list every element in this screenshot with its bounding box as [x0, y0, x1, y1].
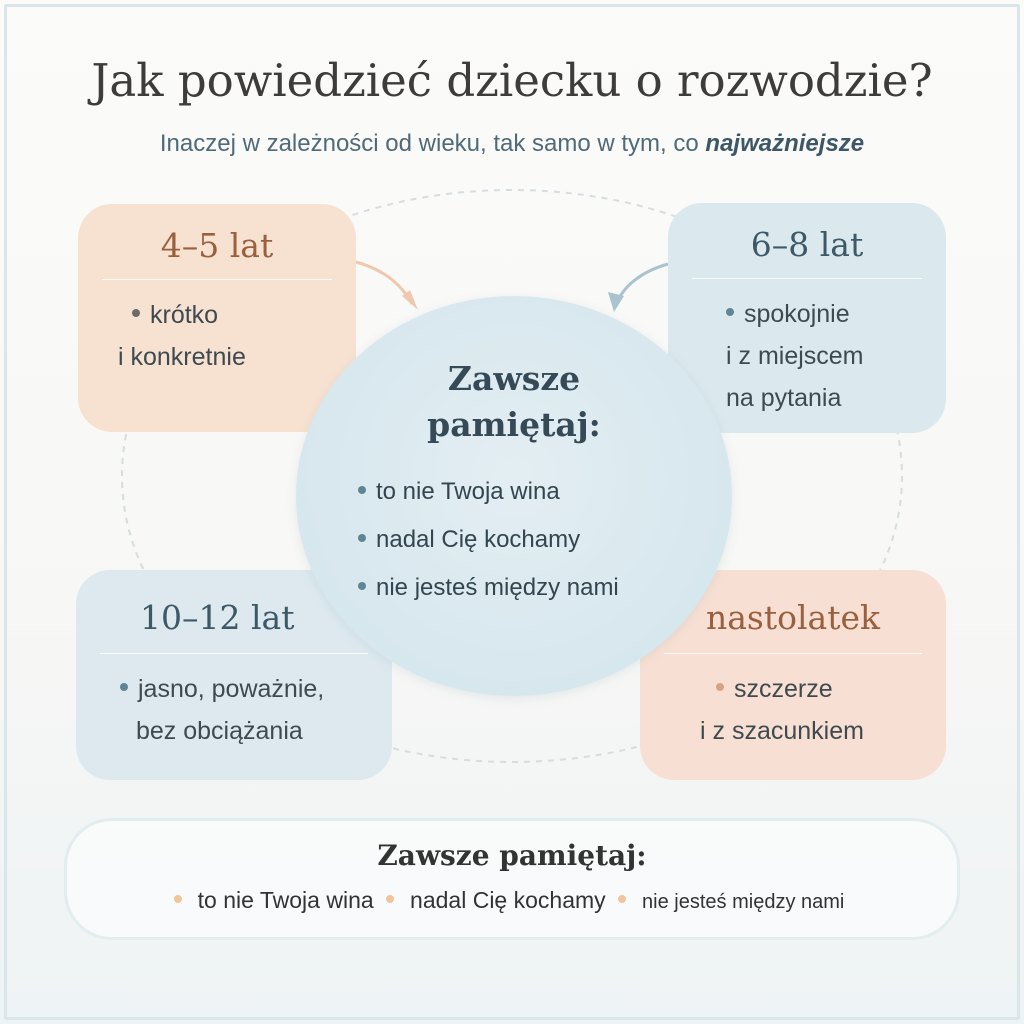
list-item	[358, 516, 619, 564]
list-item	[358, 468, 619, 516]
divider	[664, 653, 922, 654]
center-heading	[296, 356, 732, 448]
footer-reminder-box	[64, 818, 960, 940]
bullet-icon	[358, 534, 366, 542]
footer-item: to nie Twoja wina	[197, 887, 374, 913]
age-card-line: jasno, poważnie,	[138, 675, 325, 703]
list-item	[358, 564, 619, 612]
age-card-line: i z szacunkiem	[700, 717, 864, 745]
arrow-left-path	[356, 262, 412, 304]
center-item-text: nie jesteś między nami	[376, 574, 619, 601]
center-heading-line: pamiętaj:	[427, 405, 601, 444]
bullet-icon	[716, 683, 724, 691]
bullet-icon	[132, 309, 140, 317]
age-card-line: krótko	[150, 301, 219, 329]
divider	[692, 278, 922, 279]
bullet-icon	[358, 582, 366, 590]
bullet-icon	[618, 895, 626, 903]
age-card-line: na pytania	[726, 384, 842, 412]
center-item-text: to nie Twoja wina	[376, 478, 560, 505]
bullet-icon	[120, 683, 128, 691]
bullet-icon	[726, 308, 734, 316]
center-list	[358, 468, 619, 612]
arrow-right-path	[616, 264, 668, 304]
bullet-icon	[358, 486, 366, 494]
age-card-line: szczerze	[734, 675, 833, 703]
divider	[102, 279, 332, 280]
age-card-title: nastolatek	[705, 598, 880, 637]
bullet-icon	[386, 895, 394, 903]
age-card-line: i z miejscem	[726, 342, 864, 370]
divider	[100, 653, 368, 654]
footer-heading: Zawsze pamiętaj:	[377, 839, 647, 872]
subtitle-text: Inaczej w zależności od wieku, tak samo w tym, co	[159, 130, 699, 157]
age-card-title: 10–12 lat	[140, 598, 295, 637]
subtitle-emphasis: najważniejsze	[705, 130, 865, 157]
page-title: Jak powiedzieć dziecku o rozwodzie?	[91, 54, 933, 107]
footer-item: nie jesteś między nami	[642, 891, 845, 913]
footer-items	[67, 887, 957, 914]
center-reminder-circle	[296, 296, 732, 696]
age-card-text	[664, 668, 922, 752]
age-card-text	[100, 668, 368, 752]
age-card-line: bez obciążania	[136, 717, 303, 745]
bullet-icon	[174, 895, 182, 903]
age-card-line: i konkretnie	[118, 343, 246, 371]
footer-item: nadal Cię kochamy	[410, 887, 606, 913]
age-card-title: 6–8 lat	[750, 225, 864, 264]
center-heading-line: Zawsze	[447, 359, 581, 398]
age-card-title: 4–5 lat	[160, 226, 274, 265]
center-item-text: nadal Cię kochamy	[376, 526, 581, 553]
age-card-line: spokojnie	[744, 300, 850, 328]
